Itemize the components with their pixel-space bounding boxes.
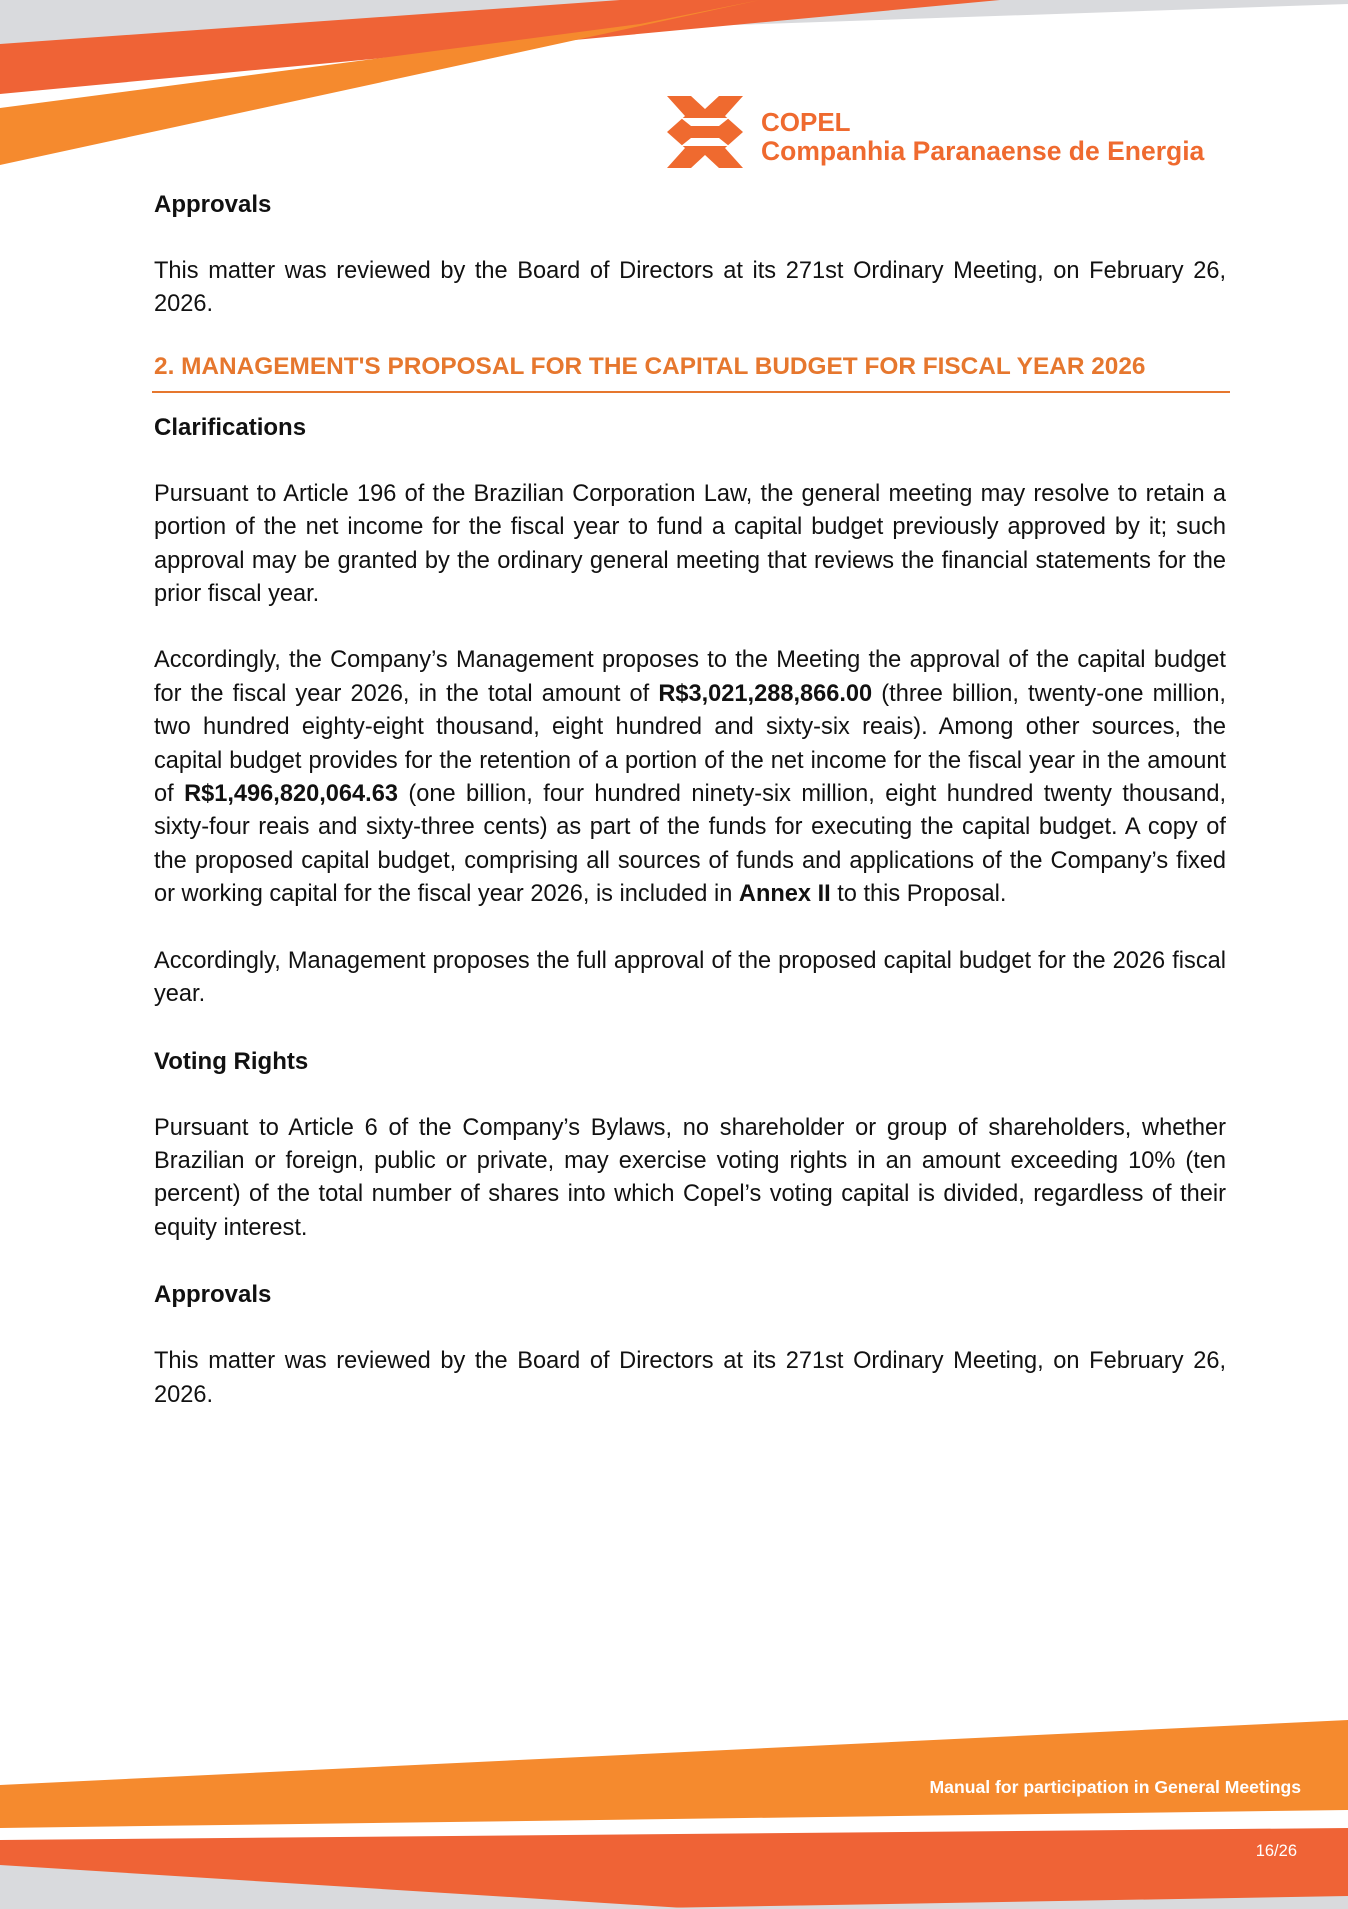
clarifications-paragraph-1: Pursuant to Article 196 of the Brazilian Corporation Law, the general meeting may resolve to retain a portion of the net income for the fiscal year to fund a capital budget previously approved by it; such approval may be granted by the ordinary general meeting that reviews the financial statements for the prior fiscal year. [154,480,1226,608]
capital-budget-amount: R$3,021,288,866.00 [658,680,873,707]
approvals-heading: Approvals [154,191,272,218]
copel-logo-mark [667,96,743,168]
copel-logo [667,96,1225,168]
approvals-paragraph: This matter was reviewed by the Board of Directors at its 271st Ordinary Meeting, on February 26, 2026. [154,258,1226,318]
logo-company-full: Companhia Paranaense de Energia [761,136,1205,166]
voting-rights-paragraph: Pursuant to Article 6 of the Company’s Bylaws, no shareholder or group of shareholders, whether Brazilian or foreign, public or private, may exercise voting rights in an amount exceeding 10% (ten percent) of the total number of shares into which Copel’s voting capital is divided, regardless of their equity interest. [154,1114,1226,1241]
approvals-paragraph-2: This matter was reviewed by the Board of Directors at its 271st Ordinary Meeting, on February 26, 2026. [154,1348,1226,1408]
clarifications-paragraph-3: Accordingly, Management proposes the full approval of the proposed capital budget for the 2026 fiscal year. [154,947,1226,1008]
approvals-heading-2: Approvals [154,1281,272,1309]
clarifications-paragraph-2: Accordingly, the Company’s Management proposes to the Meeting the approval of the capital budget for the fiscal year 2026, in the total amount of R$3,021,288,866.00 (three billion, twenty-one million, two hundred eighty-eight thousand, eight hundred and sixty-six reais). Among other sources, the capital budget provides for the retention of a portion of the net income for the fiscal year in the amount of R$1,496,820,064.63 (one billion, four hundred ninety-six million, eight hundred twenty thousand, sixty-four reais and sixty-three cents) as part of the funds for executing the capital budget. A copy of the proposed capital budget, comprising all sources of funds and applications of the Company’s fixed or working capital for the fiscal year 2026, is included in Annex II to this Proposal. [154,647,1226,908]
footer-document-title: Manual for participation in General Meetings [929,1777,1301,1797]
logo-company-short: COPEL [761,107,851,137]
page-number: 16/26 [1255,1842,1297,1860]
retained-income-amount: R$1,496,820,064.63 [184,781,398,808]
section-title: 2. MANAGEMENT'S PROPOSAL FOR THE CAPITAL BUDGET FOR FISCAL YEAR 2026 [152,350,1230,393]
annex-reference: Annex II [738,881,831,908]
clarifications-heading: Clarifications [154,413,307,441]
document-body [154,188,1226,1412]
voting-rights-heading: Voting Rights [154,1047,309,1075]
footer-decoration [0,1700,1348,1909]
